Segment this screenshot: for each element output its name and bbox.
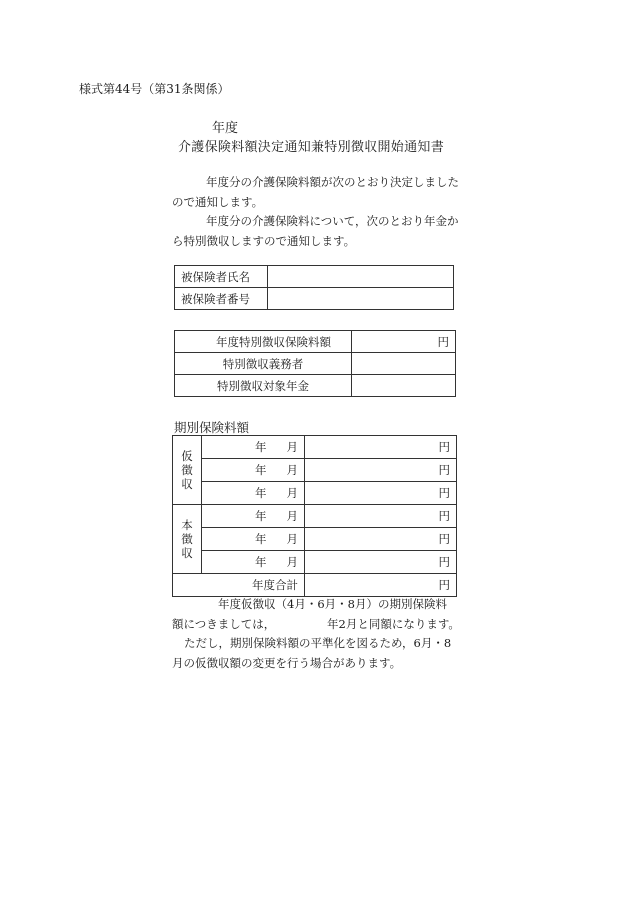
- special-obligor-row: [175, 353, 456, 375]
- month-unit: 月: [286, 532, 298, 546]
- intro-paragraph: [172, 173, 472, 251]
- period-amount[interactable]: 円: [305, 505, 457, 528]
- periodic-table: [172, 435, 457, 597]
- year-unit: 年: [255, 486, 267, 500]
- year-unit: 年: [255, 509, 267, 523]
- table-row: [173, 482, 457, 505]
- year-unit: 年: [255, 440, 267, 454]
- provisional-label: [173, 436, 202, 505]
- period-date: [202, 551, 305, 574]
- special-amount-unit[interactable]: 円: [352, 331, 456, 353]
- insured-number-row: [175, 288, 454, 310]
- table-row: [173, 528, 457, 551]
- special-pension-value[interactable]: [352, 375, 456, 397]
- note-line-3: ただし，期別保険料額の平準化を図るため，6月・8: [184, 636, 452, 650]
- main-collection-label: [173, 505, 202, 574]
- special-obligor-label: 特別徴収義務者: [175, 353, 352, 375]
- insured-name-value[interactable]: [268, 266, 454, 288]
- provisional-label-text: 仮徴収: [181, 449, 193, 491]
- intro-line-2: ので通知します。: [172, 194, 264, 209]
- period-date: [202, 459, 305, 482]
- period-amount[interactable]: 円: [305, 528, 457, 551]
- insured-name-label: 被保険者氏名: [175, 266, 268, 288]
- year-unit: 年: [255, 555, 267, 569]
- month-unit: 月: [286, 509, 298, 523]
- period-amount[interactable]: 円: [305, 436, 457, 459]
- title-year: 年度: [212, 121, 239, 136]
- period-date: [202, 505, 305, 528]
- insured-number-label: 被保険者番号: [175, 288, 268, 310]
- month-unit: 月: [286, 486, 298, 500]
- note-line-1: 年度仮徴収（4月・6月・8月）の期別保険料: [218, 597, 447, 611]
- table-row: [173, 551, 457, 574]
- main-collection-label-text: 本徴収: [181, 518, 193, 560]
- total-label: 年度合計: [173, 574, 305, 597]
- table-row: [173, 459, 457, 482]
- insured-table: [174, 265, 454, 310]
- period-date: [202, 436, 305, 459]
- special-pension-row: [175, 375, 456, 397]
- total-row: [173, 574, 457, 597]
- note-line-2: 額につきましては， 年2月と同額になります。: [172, 616, 460, 631]
- periodic-heading: 期別保険料額: [174, 420, 250, 435]
- month-unit: 月: [286, 463, 298, 477]
- total-amount[interactable]: 円: [305, 574, 457, 597]
- insured-number-value[interactable]: [268, 288, 454, 310]
- table-row: [173, 436, 457, 459]
- period-amount[interactable]: 円: [305, 551, 457, 574]
- special-amount-label: 年度特別徴収保険料額: [175, 331, 352, 353]
- year-unit: 年: [255, 532, 267, 546]
- note-line-4: 月の仮徴収額の変更を行う場合があります。: [172, 655, 402, 670]
- period-date: [202, 482, 305, 505]
- period-amount[interactable]: 円: [305, 459, 457, 482]
- special-obligor-value[interactable]: [352, 353, 456, 375]
- intro-line-4: ら特別徴収しますので通知します。: [172, 233, 356, 248]
- special-amount-row: [175, 331, 456, 353]
- form-number: 様式第44号（第31条関係）: [79, 82, 230, 96]
- special-pension-label: 特別徴収対象年金: [175, 375, 352, 397]
- note-paragraph: [172, 595, 472, 673]
- insured-name-row: [175, 266, 454, 288]
- period-amount[interactable]: 円: [305, 482, 457, 505]
- intro-line-1: 年度分の介護保険料額が次のとおり決定しました: [206, 175, 459, 189]
- intro-line-3: 年度分の介護保険料について，次のとおり年金か: [206, 214, 459, 228]
- table-row: [173, 505, 457, 528]
- period-date: [202, 528, 305, 551]
- month-unit: 月: [286, 555, 298, 569]
- month-unit: 月: [286, 440, 298, 454]
- year-unit: 年: [255, 463, 267, 477]
- document-title: 介護保険料額決定通知兼特別徴収開始通知書: [178, 140, 445, 155]
- special-collection-table: [174, 330, 456, 397]
